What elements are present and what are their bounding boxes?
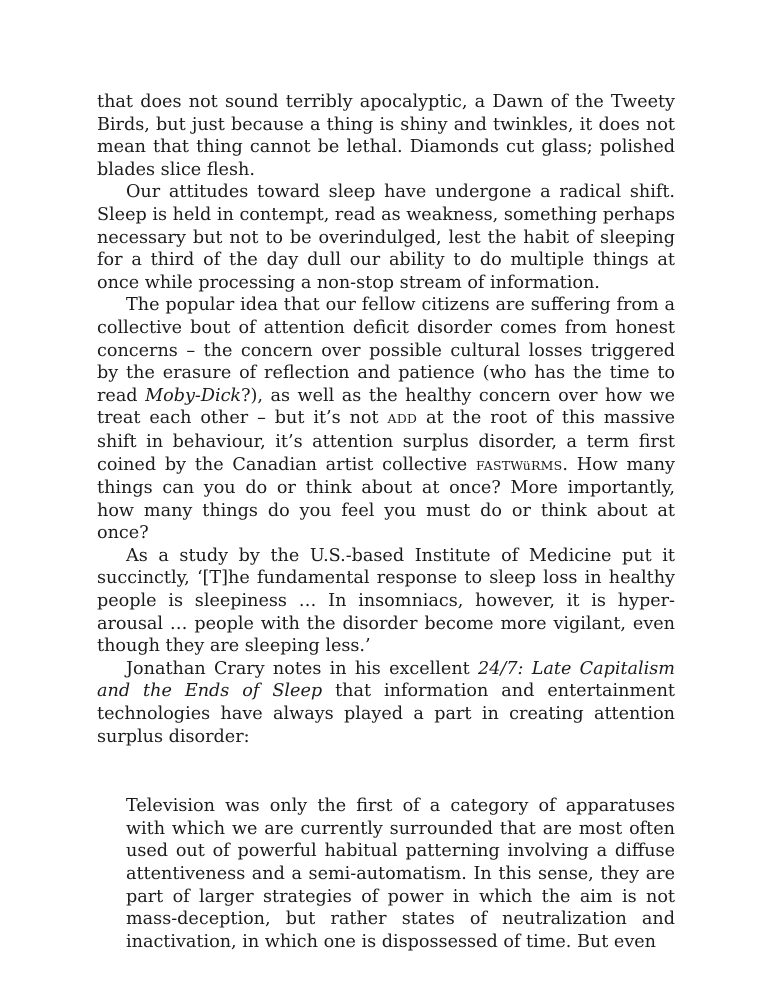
paragraph-continuation: that does not sound terribly apocalyptic, a Dawn of the Tweety Birds, but just because a thing is shiny and twinkles, it does not mean that thing cannot be lethal. Diamonds cut glass; polished blades slice flesh. xyxy=(97,92,675,180)
paragraph-text-segment: . How many things can you do or think about at once? More importantly, how many things do you feel you must do or think about at once? xyxy=(97,454,676,544)
book-title-24-7: 24/7: Late Capitalism and the Ends of Sleep xyxy=(97,658,675,702)
paragraph-sleep-attitudes: Our attitudes toward sleep have undergone a radical shift. Sleep is held in contempt, read as weakness, something perhaps necessary but not to be overindulged, lest the habit of sleeping for a third of the day dull our ability to do multiple things at once while processing a non-stop stream of information. xyxy=(97,182,675,293)
paragraph-text-segment: ?), as well as the healthy concern over how we treat each other – but it’s not xyxy=(97,385,675,429)
acronym-add: ADD xyxy=(387,411,418,427)
paragraph-text-segment: at the root of this massive shift in behaviour, it’s attention surplus disorder, a term first coined by the Canadian artist collective xyxy=(97,408,676,475)
collective-name-fastwurms: FASTWüRMS xyxy=(475,457,563,473)
book-title-moby-dick: Moby-Dick xyxy=(145,385,242,406)
paragraph-institute-study: As a study by the U.S.-based Institute of Medicine put it succinctly, ‘[T]he fundamental response to sleep loss in healthy people is sleepiness … In insomniacs, however, it is hyper-arousal … people with the disorder become more vigilant, even though they are sleeping less.’ xyxy=(97,545,675,657)
paragraph-text-segment: that information and entertainment technologies have always played a part in creating attention surplus disorder: xyxy=(97,681,675,747)
block-quote: Television was only the first of a category of apparatuses with which we are currently surrounded that are most often used out of powerful habitual patterning involving a diffuse attentiveness and a semi-automatism. In this sense, they are part of larger strategies of power in which the aim is not mass-deception, but rather states of neutralization and inactivation, in which one is dispossessed of time. But even xyxy=(126,796,675,952)
paragraph-attention-surplus xyxy=(97,294,675,545)
paragraph-text-segment: The popular idea that our fellow citizens are suffering from a collective bout of attention deficit disorder comes from honest concerns – the concern over possible cultural losses triggered by the erasure of reflection and patience (who has the time to read xyxy=(97,295,675,406)
page-body xyxy=(97,91,675,953)
paragraph-crary xyxy=(97,658,675,748)
paragraph-text-segment: Jonathan Crary notes in his excellent xyxy=(126,658,479,679)
